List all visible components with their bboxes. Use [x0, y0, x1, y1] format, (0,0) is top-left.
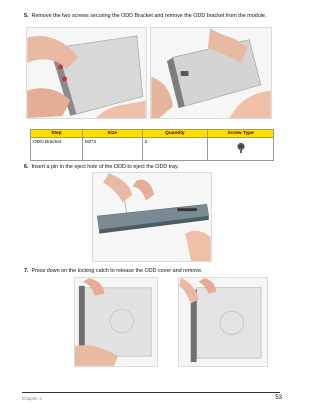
footer-divider [22, 392, 280, 393]
odd-cover-photo-left [74, 277, 158, 367]
eject-pin-photo [92, 172, 212, 262]
step-6-instruction [24, 164, 284, 171]
column-header: Quantity [142, 130, 208, 138]
step-5-instruction [24, 13, 284, 20]
cell-step: ODD Bracket [31, 138, 83, 161]
step-number: 5. [24, 13, 29, 19]
cell-screw-type [208, 138, 274, 161]
step-text: Press down on the locking catch to release the ODD cover and remove. [31, 268, 203, 274]
step-7-instruction [24, 268, 284, 275]
column-header: Screw Type [208, 130, 274, 138]
odd-bracket-photo-right [150, 27, 272, 119]
column-header: Size [82, 130, 142, 138]
cell-quantity: 2 [142, 138, 208, 161]
page-number: 53 [275, 395, 282, 401]
step-number: 6. [24, 164, 29, 170]
step-number: 7. [24, 268, 29, 274]
step-text: Remove the two screws securing the ODD Bracket and remove the ODD bracket from the module. [31, 13, 267, 19]
odd-cover-photo-right [178, 277, 268, 367]
table-row [31, 138, 274, 161]
table-header-row [31, 130, 274, 138]
step-text: Insert a pin in the eject hole of the ODD to eject the ODD tray. [31, 164, 179, 170]
odd-bracket-photo-left [26, 27, 147, 119]
screw-table [30, 129, 274, 161]
screw-icon [235, 142, 247, 154]
column-header: Step [31, 130, 83, 138]
footer-chapter: Chapter 3 [22, 396, 42, 401]
cell-size: M2*3 [82, 138, 142, 161]
